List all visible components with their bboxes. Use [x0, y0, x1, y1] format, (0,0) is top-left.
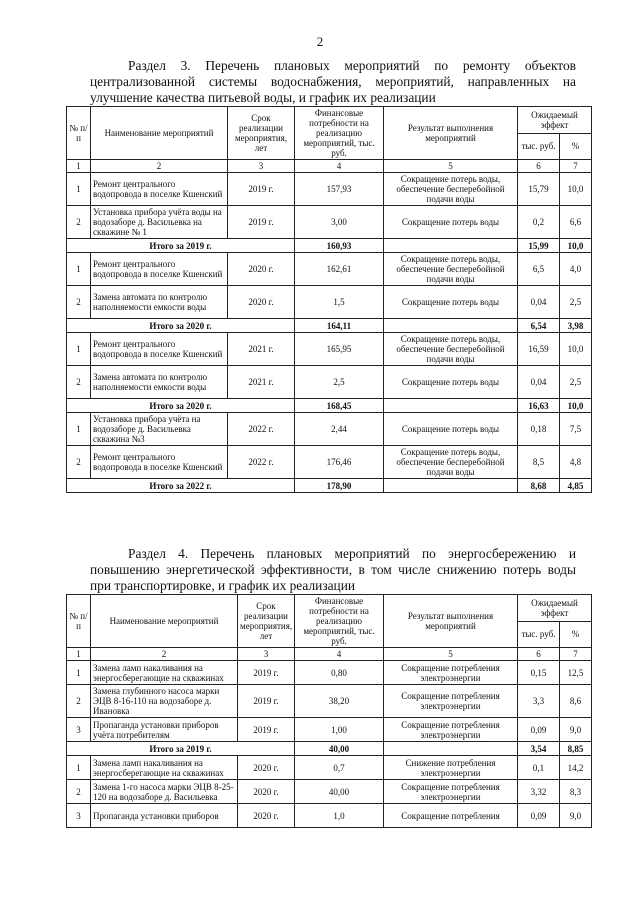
col-num: 7: [560, 160, 592, 173]
effect-rub: 0,04: [518, 286, 560, 319]
measure-result: Сокращение потребления электроэнергии: [384, 661, 518, 685]
total-effect-rub: 15,99: [518, 239, 560, 253]
measure-finance: 162,61: [295, 253, 384, 286]
total-finance: 164,11: [295, 319, 384, 333]
effect-rub: 3,32: [518, 780, 560, 804]
col-num: 4: [295, 160, 384, 173]
header-term: Срок реализации мероприятия, лет: [228, 107, 295, 160]
effect-pct: 4,0: [560, 253, 592, 286]
header-name: Наименование мероприятий: [91, 107, 228, 160]
measure-result: Сокращение потерь воды: [384, 286, 518, 319]
total-effect-pct: 10,0: [560, 399, 592, 413]
measure-result: Снижение потребления электроэнергии: [384, 756, 518, 780]
col-num: 6: [518, 648, 560, 661]
table-row: [67, 446, 592, 479]
measure-result: Сокращение потерь воды: [384, 366, 518, 399]
total-effect-rub: 16,63: [518, 399, 560, 413]
measure-term: 2019 г.: [228, 206, 295, 239]
row-number: 2: [67, 685, 91, 718]
effect-pct: 14,2: [560, 756, 592, 780]
header-rub: тыс. руб.: [518, 133, 560, 160]
row-number: 1: [67, 756, 91, 780]
total-finance: 40,00: [295, 742, 384, 756]
measure-result: Сокращение потерь воды, обеспечение бесперебойной подачи воды: [384, 253, 518, 286]
measure-finance: 2,5: [295, 366, 384, 399]
measure-name: Замена глубинного насоса марки ЭЦВ 8-16-110 на водозаборе д. Ивановка: [91, 685, 238, 718]
measure-term: 2019 г.: [238, 718, 295, 742]
section-3-heading: Раздел 3. Перечень плановых мероприятий по ремонту объектов централизованной системы водоснабжения, мероприятий, направленных на улучшение качества питьевой воды, и график их реализации: [90, 58, 576, 105]
row-number: 2: [67, 780, 91, 804]
effect-rub: 0,15: [518, 661, 560, 685]
measure-name: Замена автомата по контролю наполняемости емкости воды: [91, 286, 228, 319]
total-empty: [384, 319, 518, 333]
table-row: [67, 804, 592, 828]
measure-term: 2019 г.: [238, 685, 295, 718]
measure-term: 2019 г.: [238, 661, 295, 685]
total-effect-pct: 4,85: [560, 479, 592, 493]
measure-term: 2020 г.: [228, 286, 295, 319]
total-label: Итого за 2022 г.: [67, 479, 295, 493]
effect-rub: 0,2: [518, 206, 560, 239]
measure-name: Пропаганда установки приборов: [91, 804, 238, 828]
table-row: [67, 366, 592, 399]
effect-rub: 0,09: [518, 804, 560, 828]
table-row: [67, 286, 592, 319]
measure-result: Сокращение потребления электроэнергии: [384, 718, 518, 742]
total-label: Итого за 2019 г.: [67, 239, 295, 253]
measure-result: Сокращение потерь воды, обеспечение бесперебойной подачи воды: [384, 173, 518, 206]
total-effect-rub: 8,68: [518, 479, 560, 493]
measure-finance: 1,00: [295, 718, 384, 742]
row-number: 1: [67, 413, 91, 446]
row-number: 1: [67, 661, 91, 685]
effect-pct: 7,5: [560, 413, 592, 446]
row-number: 2: [67, 446, 91, 479]
measure-term: 2022 г.: [228, 446, 295, 479]
total-label: Итого за 2020 г.: [67, 399, 295, 413]
section-4-rows: [67, 661, 592, 828]
total-finance: 160,93: [295, 239, 384, 253]
total-empty: [384, 742, 518, 756]
header-term: Срок реализации мероприятия, лет: [238, 595, 295, 648]
table-row: [67, 718, 592, 742]
measure-result: Сокращение потерь воды: [384, 206, 518, 239]
col-num: 1: [67, 648, 91, 661]
col-num: 2: [91, 648, 238, 661]
measure-result: Сокращение потребления: [384, 804, 518, 828]
header-effect: Ожидаемый эффект: [518, 107, 592, 134]
table-row: [67, 333, 592, 366]
table-row: [67, 253, 592, 286]
row-number: 1: [67, 253, 91, 286]
total-effect-pct: 10,0: [560, 239, 592, 253]
total-row: [67, 319, 592, 333]
measure-name: Установка прибора учёта воды на водозаборе д. Васильевка на скважине № 1: [91, 206, 228, 239]
effect-pct: 2,5: [560, 366, 592, 399]
header-pct: %: [560, 621, 592, 648]
effect-rub: 8,5: [518, 446, 560, 479]
total-empty: [384, 399, 518, 413]
header-result: Результат выполнения мероприятий: [384, 595, 518, 648]
measure-term: 2020 г.: [238, 804, 295, 828]
total-label: Итого за 2019 г.: [67, 742, 295, 756]
measure-name: Замена ламп накаливания на энергосберегающие на скважинах: [91, 756, 238, 780]
effect-rub: 0,04: [518, 366, 560, 399]
measure-finance: 0,80: [295, 661, 384, 685]
effect-rub: 0,18: [518, 413, 560, 446]
total-empty: [384, 479, 518, 493]
total-effect-pct: 8,85: [560, 742, 592, 756]
effect-pct: 9,0: [560, 718, 592, 742]
table-row: [67, 685, 592, 718]
measure-result: Сокращение потерь воды, обеспечение бесперебойной подачи воды: [384, 333, 518, 366]
col-num: 3: [228, 160, 295, 173]
measure-name: Ремонт центрального водопровода в поселке Кшенский: [91, 173, 228, 206]
table-row: [67, 780, 592, 804]
total-row: [67, 399, 592, 413]
measure-term: 2020 г.: [238, 756, 295, 780]
col-num: 3: [238, 648, 295, 661]
measure-name: Ремонт центрального водопровода в поселке Кшенский: [91, 333, 228, 366]
measure-term: 2021 г.: [228, 366, 295, 399]
col-num: 1: [67, 160, 91, 173]
measure-name: Пропаганда установки приборов учёта потребителям: [91, 718, 238, 742]
total-effect-rub: 6,54: [518, 319, 560, 333]
section-3-rows: [67, 173, 592, 493]
effect-rub: 3,3: [518, 685, 560, 718]
total-row: [67, 239, 592, 253]
measure-finance: 0,7: [295, 756, 384, 780]
col-num: 5: [384, 648, 518, 661]
measure-name: Установка прибора учёта на водозаборе д. Васильевка скважина №3: [91, 413, 228, 446]
total-finance: 178,90: [295, 479, 384, 493]
total-row: [67, 479, 592, 493]
header-num: № п/п: [67, 107, 91, 160]
total-finance: 168,45: [295, 399, 384, 413]
measure-term: 2020 г.: [238, 780, 295, 804]
effect-pct: 2,5: [560, 286, 592, 319]
measure-name: Ремонт центрального водопровода в поселке Кшенский: [91, 253, 228, 286]
measure-result: Сокращение потерь воды, обеспечение бесперебойной подачи воды: [384, 446, 518, 479]
section-4-heading: Раздел 4. Перечень плановых мероприятий по энергосбережению и повышению энергетической эффективности, в том числе снижению потерь воды при транспортировке, и график их реализации: [90, 546, 576, 593]
row-number: 1: [67, 333, 91, 366]
total-empty: [384, 239, 518, 253]
col-num: 7: [560, 648, 592, 661]
total-row: [67, 742, 592, 756]
measure-name: Замена ламп накаливания на энергосберегающие на скважинах: [91, 661, 238, 685]
effect-pct: 10,0: [560, 333, 592, 366]
effect-rub: 6,5: [518, 253, 560, 286]
measure-result: Сокращение потребления электроэнергии: [384, 780, 518, 804]
table-row: [67, 756, 592, 780]
section-4-table: [66, 594, 592, 828]
measure-finance: 176,46: [295, 446, 384, 479]
table-row: [67, 661, 592, 685]
header-pct: %: [560, 133, 592, 160]
effect-pct: 8,3: [560, 780, 592, 804]
effect-rub: 0,1: [518, 756, 560, 780]
section-3-table: [66, 106, 592, 493]
measure-term: 2021 г.: [228, 333, 295, 366]
effect-pct: 6,6: [560, 206, 592, 239]
effect-pct: 9,0: [560, 804, 592, 828]
table-row: [67, 413, 592, 446]
measure-result: Сокращение потерь воды: [384, 413, 518, 446]
measure-finance: 3,00: [295, 206, 384, 239]
col-num: 5: [384, 160, 518, 173]
header-finance: Финансовые потребности на реализацию мероприятий, тыс. руб.: [295, 595, 384, 648]
effect-rub: 0,09: [518, 718, 560, 742]
total-effect-rub: 3,54: [518, 742, 560, 756]
col-num: 6: [518, 160, 560, 173]
measure-finance: 1,0: [295, 804, 384, 828]
effect-rub: 15,79: [518, 173, 560, 206]
measure-finance: 40,00: [295, 780, 384, 804]
row-number: 2: [67, 286, 91, 319]
effect-pct: 4,8: [560, 446, 592, 479]
header-rub: тыс. руб.: [518, 621, 560, 648]
header-name: Наименование мероприятий: [91, 595, 238, 648]
measure-finance: 1,5: [295, 286, 384, 319]
row-number: 3: [67, 804, 91, 828]
effect-pct: 8,6: [560, 685, 592, 718]
effect-pct: 10,0: [560, 173, 592, 206]
measure-finance: 165,95: [295, 333, 384, 366]
total-label: Итого за 2020 г.: [67, 319, 295, 333]
header-effect: Ожидаемый эффект: [518, 595, 592, 622]
effect-pct: 12,5: [560, 661, 592, 685]
measure-term: 2022 г.: [228, 413, 295, 446]
row-number: 1: [67, 173, 91, 206]
col-num: 2: [91, 160, 228, 173]
measure-name: Замена 1-го насоса марки ЭЦВ 8-25-120 на водозаборе д. Васильевка: [91, 780, 238, 804]
table-row: [67, 173, 592, 206]
header-num: № п/п: [67, 595, 91, 648]
row-number: 2: [67, 206, 91, 239]
row-number: 2: [67, 366, 91, 399]
measure-name: Замена автомата по контролю наполняемости емкости воды: [91, 366, 228, 399]
measure-result: Сокращение потребления электроэнергии: [384, 685, 518, 718]
measure-finance: 2,44: [295, 413, 384, 446]
header-finance: Финансовые потребности на реализацию мероприятий, тыс. руб.: [295, 107, 384, 160]
measure-term: 2019 г.: [228, 173, 295, 206]
measure-finance: 157,93: [295, 173, 384, 206]
measure-finance: 38,20: [295, 685, 384, 718]
measure-term: 2020 г.: [228, 253, 295, 286]
total-effect-pct: 3,98: [560, 319, 592, 333]
measure-name: Ремонт центрального водопровода в поселке Кшенский: [91, 446, 228, 479]
row-number: 3: [67, 718, 91, 742]
col-num: 4: [295, 648, 384, 661]
effect-rub: 16,59: [518, 333, 560, 366]
header-result: Результат выполнения мероприятий: [384, 107, 518, 160]
page-number: 2: [316, 34, 324, 49]
table-row: [67, 206, 592, 239]
